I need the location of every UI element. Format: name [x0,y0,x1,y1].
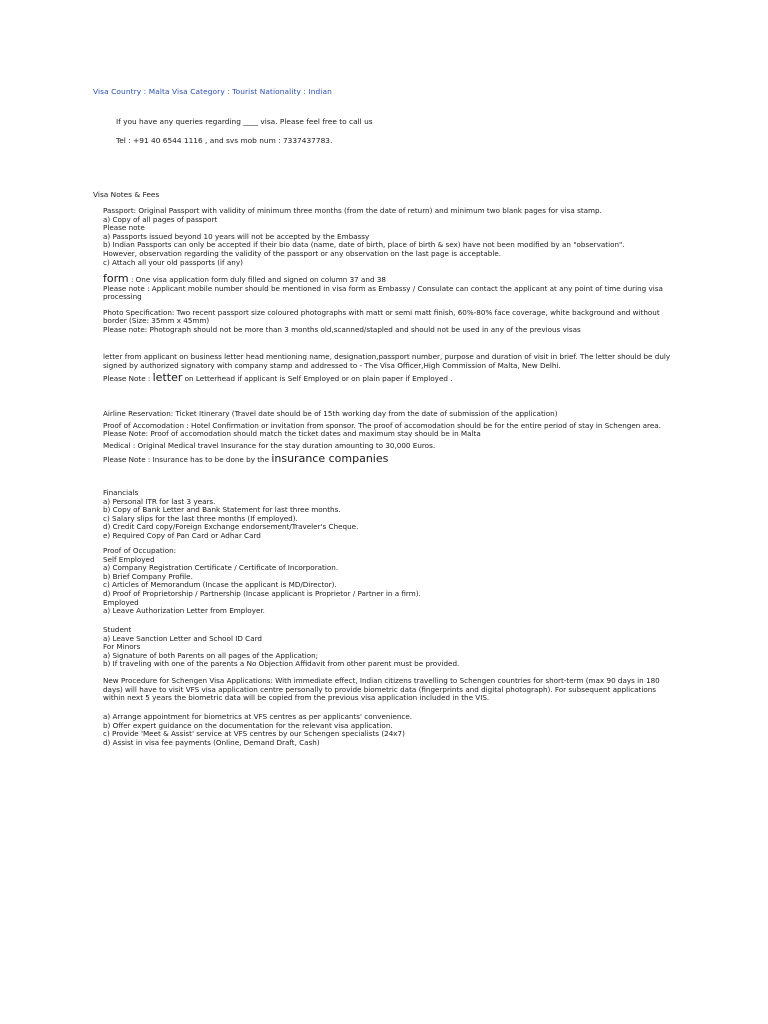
occupation-line: b) Brief Company Profile. [103,571,193,581]
financials-line: Financials [103,488,139,497]
passport-line: However, observation regarding the validity of the passport or any observation on the last page is acceptable. [103,248,502,258]
financials-line: a) Personal ITR for last 3 years. [103,496,216,506]
passport-line: Passport: Original Passport with validity of minimum three months (from the date of return) and minimum two blank pages for visa stamp. [103,206,602,215]
passport-line: a) Copy of all pages of passport [103,214,218,224]
passport-line: c) Attach all your old passports (if any) [103,257,243,267]
student-line: a) Leave Sanction Letter and School ID Card [103,633,262,643]
financials-line: e) Required Copy of Pan Card or Adhar Card [103,530,261,540]
letter-block [103,353,675,384]
occupation-line: a) Company Registration Certificate / Certificate of Incorporation. [103,563,339,573]
financials-line: c) Salary slips for the last three months (If employed). [103,513,298,523]
letter-word: letter [152,371,183,385]
services-block [103,713,675,747]
medical-text: Medical : Original Medical travel Insurance for the stay duration amounting to 30,000 Euros. [103,440,436,450]
occupation-line: d) Proof of Proprietorship / Partnership (Incase applicant is Proprietor / Partner in a firm). [103,588,421,598]
airline-text: Airline Reservation: Ticket Itinerary (Travel date should be of 15th working day from the date of submission of the application) [103,409,558,418]
insurance-word: insurance companies [271,452,389,466]
travel-block [103,410,675,465]
passport-line: a) Passports issued beyond 10 years will not be accepted by the Embassy [103,231,370,241]
letter-note-suffix: on Letterhead if applicant is Self Employed or on plain paper if Employed . [182,374,453,384]
queries-text: If you have any queries regarding ____ visa. Please feel free to call us [116,117,373,126]
insurance-prefix: Please Note : Insurance has to be done by the [103,455,272,465]
photo-spec: Photo Specification: Two recent passport size coloured photographs with matt or semi matt finish, 60%-80% face coverage, white background and without border (Size: 35mm x 45mm) [103,307,660,326]
accommodation-text: Proof of Accomodation : Hotel Confirmation or invitation from sponsor. The proof of accomodation should be for the entire period of stay in Schengen area. [103,420,661,430]
letter-text: letter from applicant on business letter head mentioning name, designation,passport number, purpose and duration of visit in brief. The letter should be duly signed by authorized signatory with company stamp and addressed to - The Visa Officer,High Commission of Malta, New Delhi. [103,352,671,370]
biometric-block [103,677,675,703]
section-title: Visa Notes & Fees [93,190,160,199]
service-line: a) Arrange appointment for biometrics at VFS centres as per applicants' convenience. [103,712,413,721]
financials-line: b) Copy of Bank Letter and Bank Statement for last three months. [103,505,341,515]
financials-block [103,489,675,541]
service-line: c) Provide 'Meet & Assist' service at VFS centres by our Schengen specialists (24x7) [103,729,405,739]
form-text: : One visa application form duly filled and signed on column 37 and 38 [128,275,386,284]
passport-line: Please note [103,223,145,233]
form-block [103,273,675,335]
student-line: Student [103,625,132,634]
service-line: b) Offer expert guidance on the documentation for the relevant visa application. [103,720,393,730]
financials-line: d) Credit Card copy/Foreign Exchange endorsement/Traveler's Cheque. [103,522,359,532]
occupation-line: Proof of Occupation: [103,546,177,555]
letter-note-prefix: Please Note : [103,374,153,384]
photo-note: Please note: Photograph should not be more than 3 months old,scanned/stapled and should not be used in any of the previous visas [103,324,581,334]
form-line [103,273,675,285]
student-line: b) If traveling with one of the parents a No Objection Affidavit from other parent must be provided. [103,659,460,669]
form-word: form [103,272,129,285]
occupation-line: Employed [103,597,139,607]
passport-line: b) Indian Passports can only be accepted if their bio data (name, date of birth, place of birth & sex) have not been modified by an "observation". [103,240,625,250]
insurance-note [103,453,675,465]
accommodation-note: Please Note: Proof of accomodation should match the ticket dates and maximum stay should be in Malta [103,429,481,439]
occupation-line: a) Leave Authorization Letter from Employer. [103,606,265,616]
occupation-block [103,547,675,616]
visa-summary-line: Visa Country : Malta Visa Category : Tourist Nationality : Indian [93,87,332,96]
student-block [103,626,675,669]
occupation-line: c) Articles of Memorandum (Incase the applicant is MD/Director). [103,580,337,590]
student-line: a) Signature of both Parents on all pages of the Application; [103,650,319,660]
letter-note [103,372,675,384]
occupation-line: Self Employed [103,554,155,564]
biometric-text: New Procedure for Schengen Visa Applications: With immediate effect, Indian citizens travelling to Schengen countries for short-term (max 90 days in 180 days) will have to visit VFS visa application centre personally to provide biometric data (fingerprints and digital photograph). For subsequent applications within next 5 years the biometric data will be copied from the previous visa application included in the VIS. [103,676,660,703]
passport-block [103,207,675,267]
service-line: d) Assist in visa fee payments (Online, Demand Draft, Cash) [103,737,320,747]
student-line: For Minors [103,642,141,652]
telephone-text: Tel : +91 40 6544 1116 , and svs mob num : 7337437783. [116,136,333,145]
form-note: Please note : Applicant mobile number should be mentioned in visa form as Embassy / Consulate can contact the applicant at any point of time during visa processing [103,283,663,302]
